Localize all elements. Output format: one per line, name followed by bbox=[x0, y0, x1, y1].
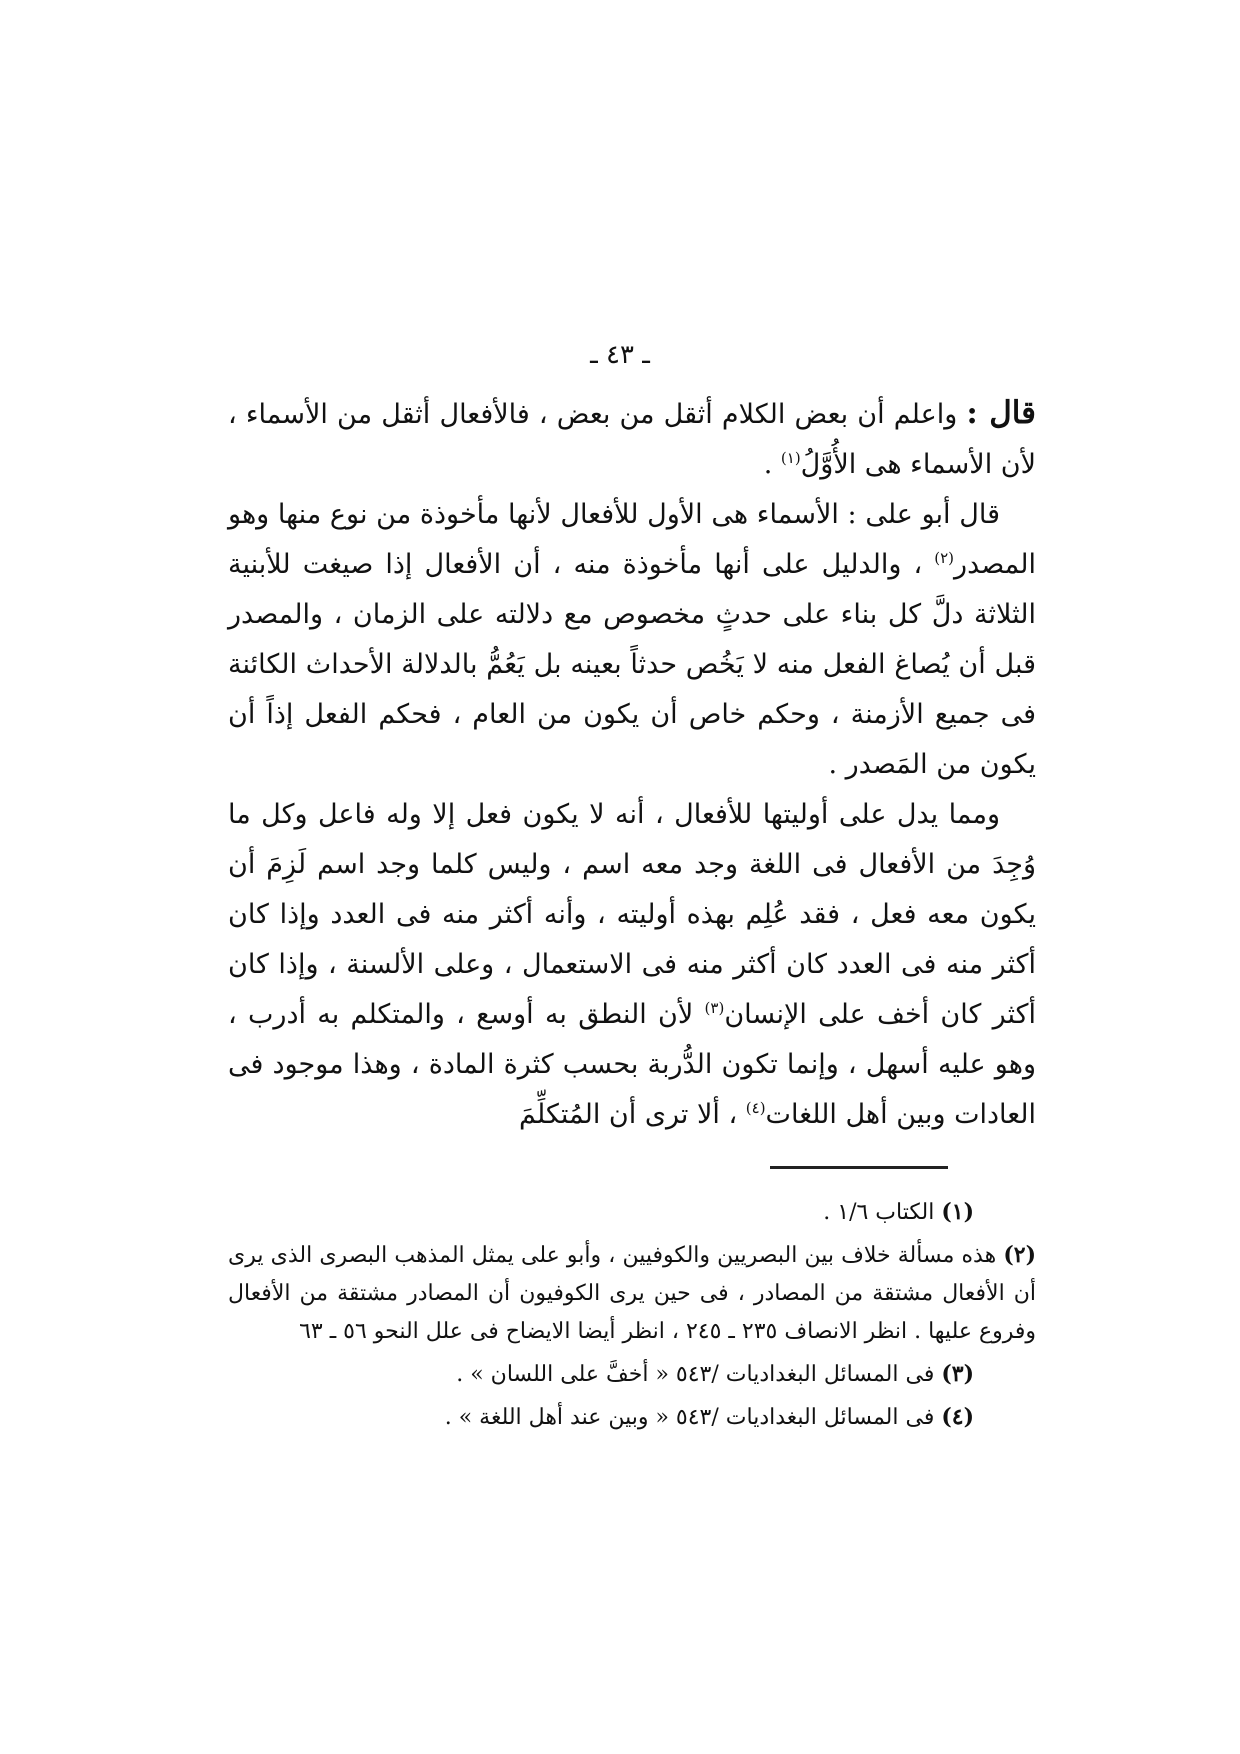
footnote-marker[interactable]: (٤) bbox=[745, 1099, 766, 1117]
paragraph-text: لأن النطق به أوسع ، والمتكلم به أدرب ، وهو عليه أسهل ، وإنما تكون الدُّربة بحسب كثرة المادة ، وهذا موجود فى العادات وبين أهل اللغات bbox=[228, 999, 1036, 1130]
footnote-text: فى المسائل البغداديات /٥٤٣ « أخفَّ على اللسان » . bbox=[456, 1362, 942, 1387]
footnotes bbox=[228, 1193, 1036, 1441]
footnote-text: هذه مسألة خلاف بين البصريين والكوفيين ، وأبو على يمثل المذهب البصرى الذى يرى أن الأفعال مشتقة من المصادر ، فى حين يرى الكوفيون أن المصادر مشتقة من الأفعال وفروع عليها . انظر الانصاف ٢٣٥ ـ ٢٤٥ ، انظر أيضا الايضاح فى علل النحو ٥٦ ـ ٦٣ bbox=[228, 1243, 1036, 1344]
footnote-2 bbox=[228, 1236, 1036, 1351]
paragraph-text: ومما يدل على أوليتها للأفعال ، أنه لا يكون فعل إلا وله فاعل وكل ما وُجِدَ من الأفعال فى اللغة وجد معه اسم ، وليس كلما وجد اسم لَزِمَ أن يكون معه فعل ، فقد عُلِم بهذه أوليته ، وأنه أكثر منه فى العدد وإذا كان أكثر منه فى العدد كان أكثر منه فى الاستعمال ، وعلى الألسنة ، وإذا كان أكثر كان أخف على الإنسان bbox=[228, 799, 1037, 1030]
paragraph-text: . bbox=[763, 449, 781, 480]
paragraph-2 bbox=[228, 490, 1036, 790]
footnote-marker[interactable]: (٢) bbox=[934, 549, 955, 567]
paragraph-1 bbox=[228, 388, 1036, 490]
footnote-text: الكتاب ١/٦ . bbox=[823, 1200, 942, 1225]
footnote-number: (٤) bbox=[941, 1404, 974, 1430]
footnote-1 bbox=[228, 1193, 1036, 1232]
footnote-3 bbox=[228, 1355, 1036, 1394]
paragraph-text: واعلم أن بعض الكلام أثقل من بعض ، فالأفعال أثقل من الأسماء ، لأن الأسماء هى الأُوَّلُ bbox=[228, 399, 1036, 480]
lead-word: قال : bbox=[966, 395, 1036, 431]
footnote-separator bbox=[770, 1166, 948, 1169]
footnote-4 bbox=[228, 1398, 1036, 1437]
paragraph-text: ، ألا ترى أن المُتكلِّمَ bbox=[519, 1099, 746, 1130]
footnote-marker[interactable]: (١) bbox=[780, 449, 801, 467]
paragraph-text: قال أبو على : الأسماء هى الأول للأفعال لأنها مأخوذة من نوع منها وهو المصدر bbox=[228, 499, 1036, 580]
footnote-number: (١) bbox=[941, 1199, 974, 1225]
paragraph-text: ، والدليل على أنها مأخوذة منه ، أن الأفعال إذا صيغت للأبنية الثلاثة دلَّ كل بناء على حدثٍ مخصوص مع دلالته على الزمان ، والمصدر قبل أن يُصاغ الفعل منه لا يَخُص حدثاً بعينه بل يَعُمُّ بالدلالة الأحداث الكائنة فى جميع الأزمنة ، وحكم خاص أن يكون من العام ، فحكم الفعل إذاً أن يكون من المَصدر . bbox=[228, 549, 1036, 780]
footnote-number: (٢) bbox=[1003, 1242, 1036, 1268]
footnote-marker[interactable]: (٣) bbox=[704, 999, 725, 1017]
paragraph-3 bbox=[228, 790, 1036, 1140]
footnote-number: (٣) bbox=[941, 1361, 974, 1387]
main-text bbox=[228, 388, 1036, 1140]
footnote-text: فى المسائل البغداديات /٥٤٣ « وبين عند أهل اللغة » . bbox=[444, 1405, 942, 1430]
page-number: ـ ٤٣ ـ bbox=[590, 340, 650, 370]
